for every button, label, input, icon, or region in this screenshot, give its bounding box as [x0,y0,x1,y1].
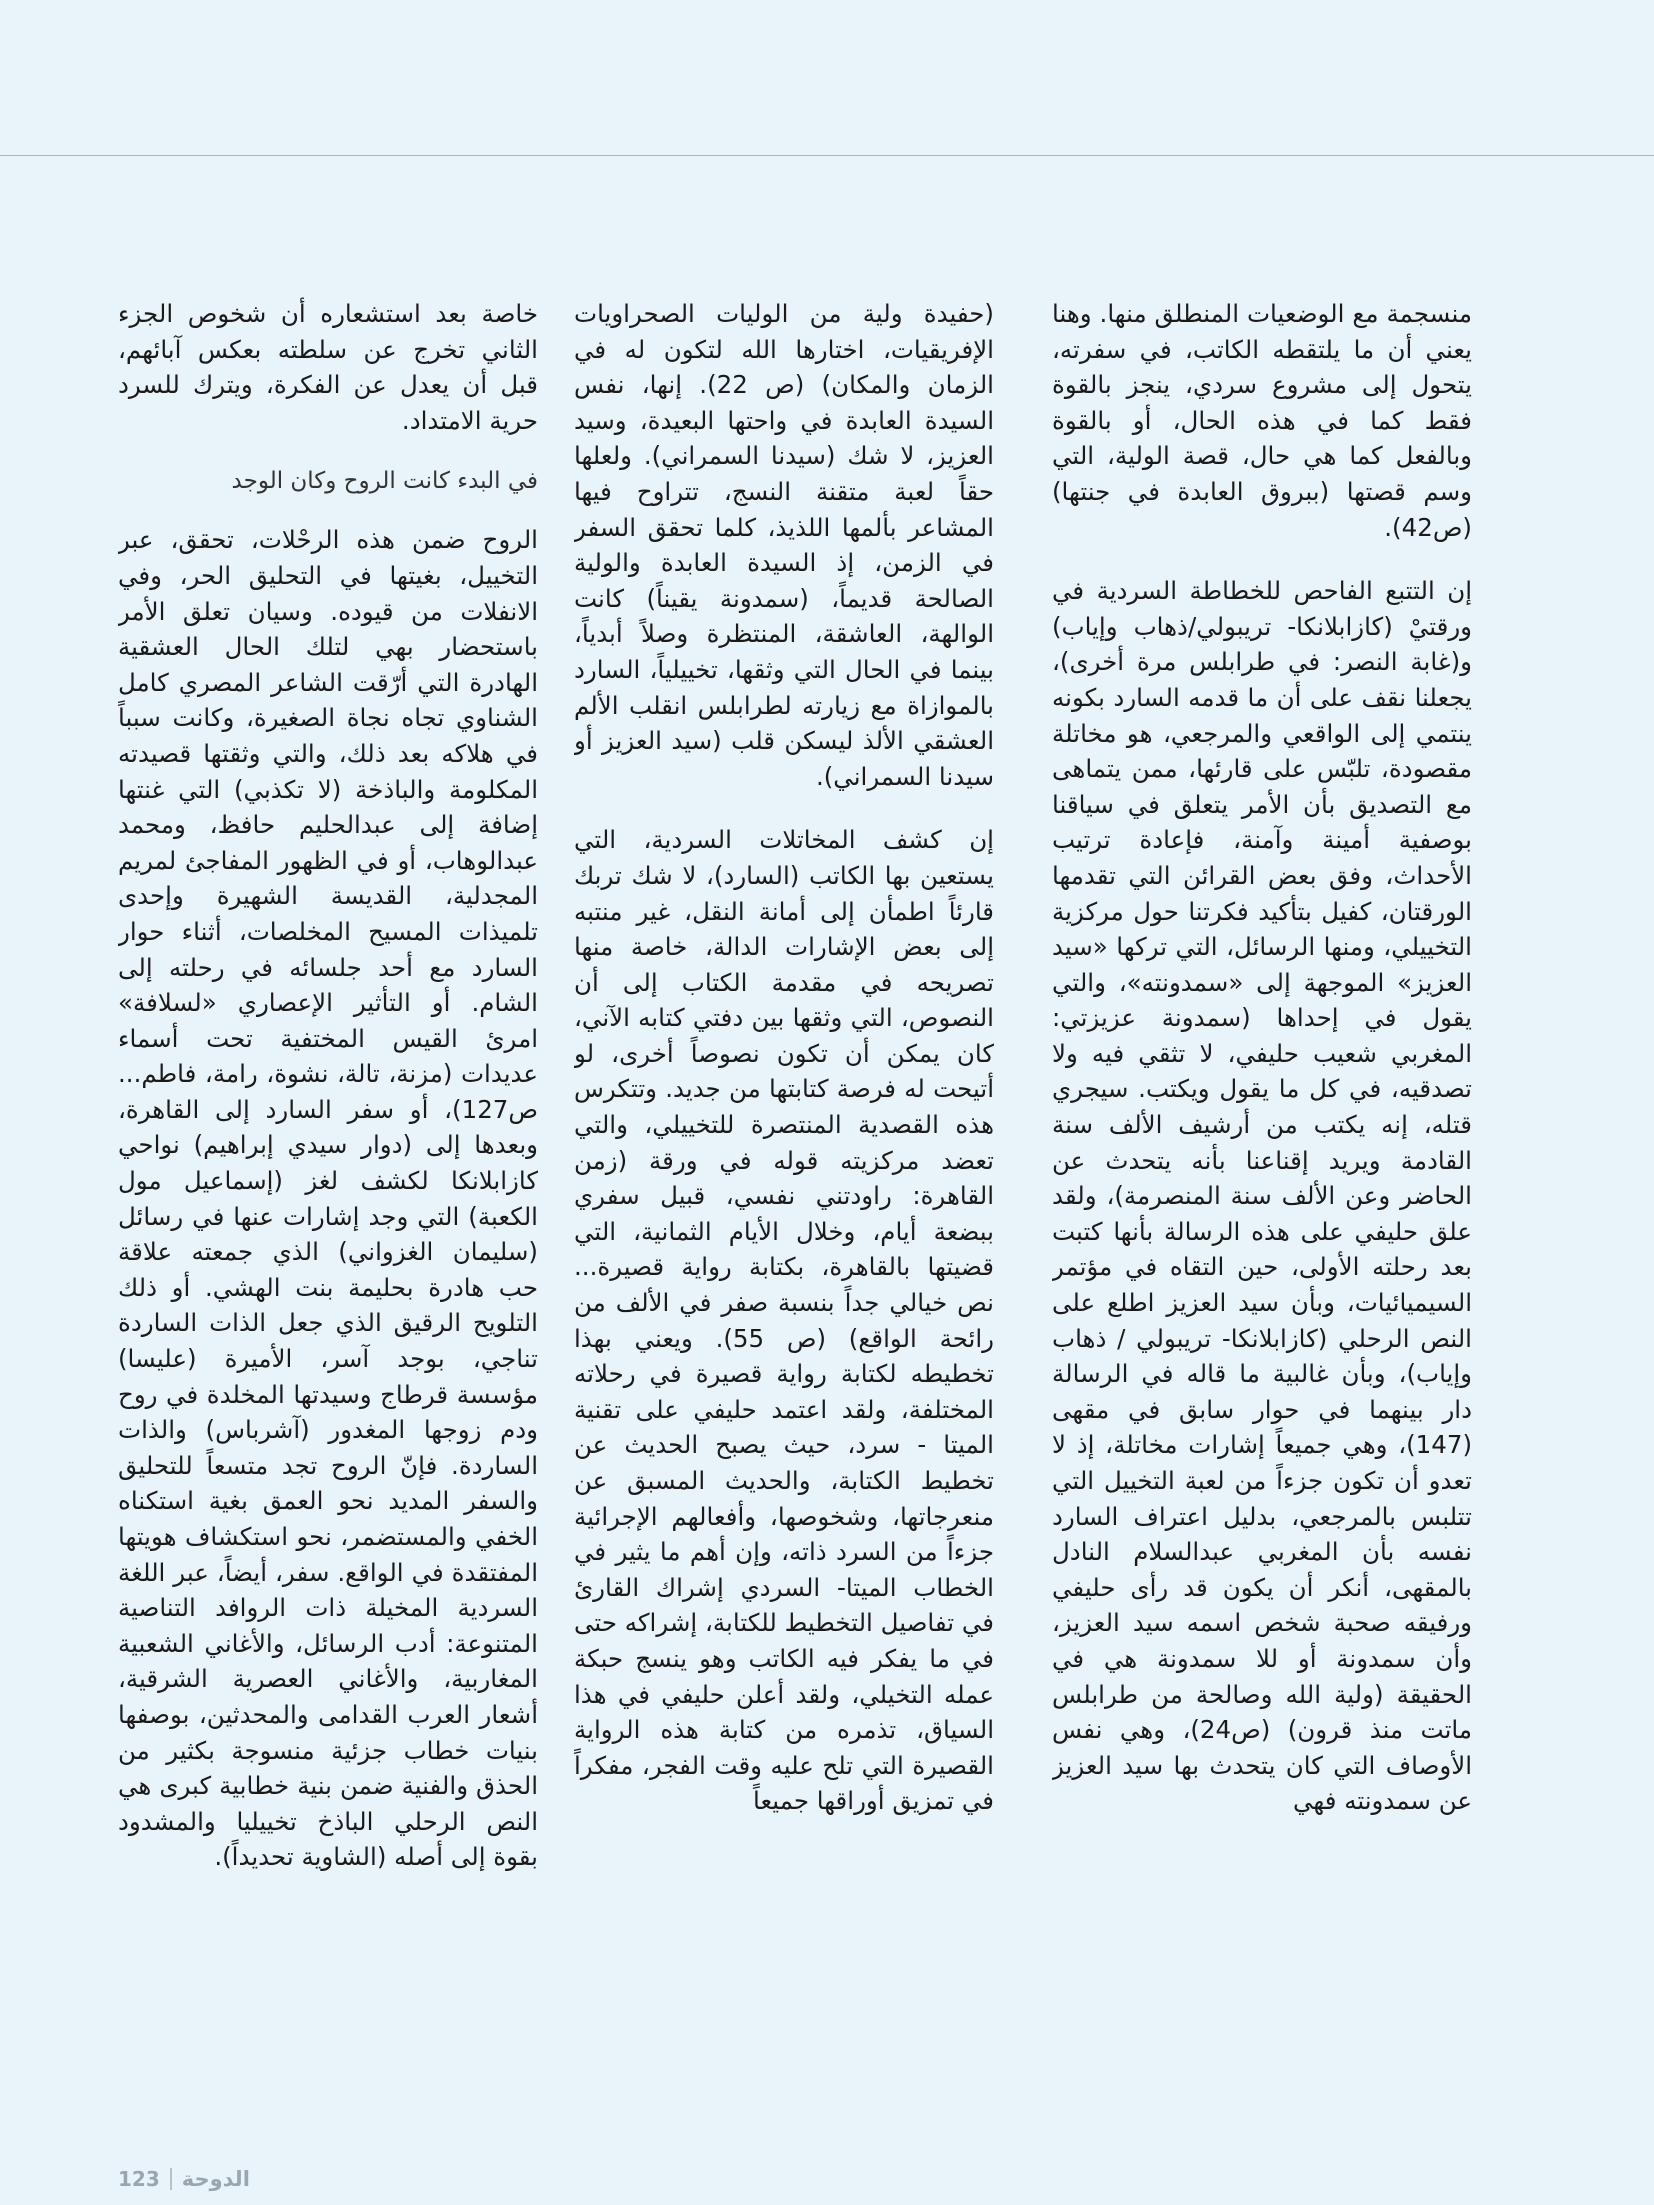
article-column-right [1052,296,1472,2096]
article-paragraph: خاصة بعد استشعاره أن شخوص الجزء الثاني تخرج عن سلطته بعكس آبائهم، قبل أن يعدل عن الفكرة، ويترك للسرد حرية الامتداد. [118,299,538,435]
article-paragraph: إن التتبع الفاحص للخطاطة السردية في ورقتيْ (كازابلانكا- تريبولي/ذهاب وإياب) و(غابة النصر: في طرابلس مرة أخرى)، يجعلنا نقف على أن ما قدمه السارد بكونه ينتمي إلى الواقعي والمرجعي، هو مخاتلة مقصودة، تلبّس على قارئها، ممن يتماهى مع التصديق بأن الأمر يتعلق في سياقنا بوصفية أمينة وآمنة، فإعادة ترتيب الأحداث، وفق بعض القرائن التي تقدمها الورقتان، كفيل بتأكيد فكرتنا حول مركزية التخييلي، ومنها الرسائل، التي تركها «سيد العزيز» الموجهة إلى «سمدونته»، والتي يقول في إحداها (سمدونة عزيزتي: المغربي شعيب حليفي، لا تثقي فيه ولا تصدقيه، في كل ما يقول ويكتب. سيجري قتله، إنه يكتب من أرشيف الألف سنة القادمة ويريد إقناعنا بأنه يتحدث عن الحاضر وعن الألف سنة المنصرمة)، ولقد علق حليفي على هذه الرسالة بأنها كتبت بعد رحلته الأولى، حين التقاه في مؤتمر السيميائيات، وبأن سيد العزيز اطلع على النص الرحلي (كازابلانكا- تريبولي / ذهاب وإياب)، وبأن غالبية ما قاله في الرسالة دار بينهما في حوار سابق في مقهى (147)، وهي جميعاً إشارات مخاتلة، إذ لا تعدو أن تكون جزءاً من لعبة التخييل التي تتلبس بالمرجعي، بدليل اعتراف السارد نفسه بأن المغربي عبدالسلام النادل بالمقهى، أنكر أن يكون قد رأى حليفي ورفيقه صحبة شخص اسمه سيد العزيز، وأن سمدونة أو للا سمدونة هي في الحقيقة (ولية الله وصالحة من طرابلس ماتت منذ قرون) (ص24)، وهي نفس الأوصاف التي كان يتحدث بها سيد العزيز عن سمدونته فهي [1052,576,1472,1816]
page-header-band [0,0,1654,156]
section-subheading: في البدء كانت الروح وكان الوجد [231,468,538,495]
article-column-left [118,296,538,2096]
article-paragraph: (حفيدة ولية من الوليات الصحراويات الإفريقيات، اختارها الله لتكون له في الزمان والمكان) (ص 22). إنها، نفس السيدة العابدة في واحتها البعيدة، وسيد العزيز، لا شك (سيدنا السمراني). ولعلها حقاً لعبة متقنة النسج، تتراوح فيها المشاعر بألمها اللذيذ، كلما تحقق السفر في الزمن، إذ السيدة العابدة والولية الصالحة قديماً، (سمدونة يقيناً) كانت الوالهة، العاشقة، المنتظرة وصلاً أبدياً، بينما في الحال التي وثقها، تخييلياً، السارد بالموازاة مع زيارته لطرابلس انقلب الألم العشقي الألذ ليسكن قلب (سيد العزيز أو سيدنا السمراني). [574,299,994,791]
footer-divider [170,2168,172,2190]
article-paragraph: إن كشف المخاتلات السردية، التي يستعين بها الكاتب (السارد)، لا شك تربك قارئاً اطمأن إلى أمانة النقل، غير منتبه إلى بعض الإشارات الدالة، خاصة منها تصريحه في مقدمة الكتاب إلى أن النصوص، التي وثقها بين دفتي كتابه الآني، كان يمكن أن تكون نصوصاً أخرى، لو أتيحت له فرصة كتابتها من جديد. وتتكرس هذه القصدية المنتصرة للتخييلي، والتي تعضد مركزيته قوله في ورقة (زمن القاهرة: راودتني نفسي، قبيل سفري ببضعة أيام، وخلال الأيام الثمانية، التي قضيتها بالقاهرة، بكتابة رواية قصيرة... نص خيالي جداً بنسبة صفر في الألف من رائحة الواقع) (ص 55). ويعني بهذا تخطيطه لكتابة رواية قصيرة في رحلاته المختلفة، ولقد اعتمد حليفي على تقنية الميتا - سرد، حيث يصبح الحديث عن تخطيط الكتابة، والحديث المسبق عن منعرجاتها، وشخوصها، وأفعالهم الإجرائية جزءاً من السرد ذاته، وإن أهم ما يثير في الخطاب الميتا- السردي إشراك القارئ في تفاصيل التخطيط للكتابة، إشراكه حتى في ما يفكر فيه الكاتب وهو ينسج حبكة عمله التخيلي، ولقد أعلن حليفي في هذا السياق، تذمره من كتابة هذه الرواية القصيرة التي تلح عليه وقت الفجر، مفكراً في تمزيق أوراقها جميعاً [574,825,994,1816]
page-number: 123 [118,2167,160,2191]
article-paragraph: الروح ضمن هذه الرحْلات، تحقق، عبر التخييل، بغيتها في التحليق الحر، وفي الانفلات من قيوده. وسيان تعلق الأمر باستحضار بهي لتلك الحال العشقية الهادرة التي أرّقت الشاعر المصري كامل الشناوي تجاه نجاة الصغيرة، وكانت سبباً في هلاكه بعد ذلك، والتي وثقتها قصيدته المكلومة والباذخة (لا تكذبي) التي غنتها إضافة إلى عبدالحليم حافظ، ومحمد عبدالوهاب، أو في الظهور المفاجئ لمريم المجدلية، القديسة الشهيرة وإحدى تلميذات المسيح المخلصات، أثناء حوار السارد مع أحد جلسائه في رحلته إلى الشام. أو التأثير الإعصاري «لسلافة» امرئ القيس المختفية تحت أسماء عديدات (مزنة، تالة، نشوة، رامة، فاطم... ص127)، أو سفر السارد إلى القاهرة، وبعدها إلى (دوار سيدي إبراهيم) نواحي كازابلانكا لكشف لغز (إسماعيل مول الكعبة) التي وجد إشارات عنها في رسائل (سليمان الغزواني) الذي جمعته علاقة حب هادرة بحليمة بنت الهشي. أو ذلك التلويح الرقيق الذي جعل الذات الساردة تناجي، بوجد آسر، الأميرة (عليسا) مؤسسة قرطاج وسيدتها المخلدة في روح ودم زوجها المغدور (آشرباس) والذات الساردة. فإنّ الروح تجد متسعاً للتحليق والسفر المديد نحو العمق بغية استكناه الخفي والمستضمر، نحو استكشاف هويتها المفتقدة في الواقع. سفر، أيضاً، عبر اللغة السردية المخيلة ذات الروافد التناصية المتنوعة: أدب الرسائل، والأغاني الشعبية المغاربية، والأغاني العصرية الشرقية، أشعار العرب القدامى والمحدثين، بوصفها بنيات خطاب جزئية منسوجة بكثير من الحذق والفنية ضمن بنية خطابية كبرى هي النص الرحلي الباذخ تخييليا والمشدود بقوة إلى أصله (الشاوية تحديداً). [118,525,538,1872]
article-paragraph: منسجمة مع الوضعيات المنطلق منها. وهنا يعني أن ما يلتقطه الكاتب، في سفرته، يتحول إلى مشروع سردي، ينجز بالقوة فقط كما في هذه الحال، أو بالقوة وبالفعل كما هي حال، قصة الولية، التي وسم قصتها (ببروق العابدة في جنتها) (ص42). [1052,299,1472,542]
page-footer [118,2164,250,2194]
magazine-logo: الدوحة [181,2167,250,2191]
article-column-middle [574,296,994,2096]
